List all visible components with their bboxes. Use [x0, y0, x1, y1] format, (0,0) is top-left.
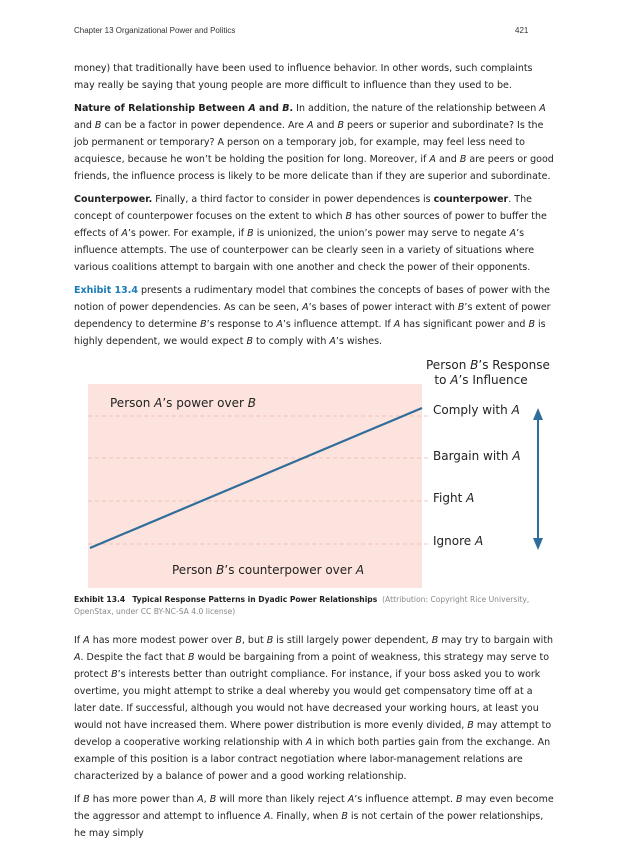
exhibit-diagram [74, 360, 556, 588]
subhead-nature: Nature of Relationship Between A and B. [74, 103, 294, 114]
paragraph-nature-of-relationship: Nature of Relationship Between A and B. In addition, the nature of the relationship between A and B can be a factor in power dependence. Are A and B peers or superior and subordinate? Is the job permanent or temporary? A person on a temporary job, for example, may feel less need to acquiesce, because he won’t be holding the position for long. Moreover, if A and B are peers or good friends, the influence process is likely to be more delicate than if they are superior and subordinate. [74, 103, 554, 182]
exhibit-13-4-figure [74, 360, 556, 588]
paragraph-counterpower: Counterpower. Finally, a third factor to consider in power dependences is counterpower. The concept of counterpower focuses on the extent to which B has other sources of power to buffer the effects of A’s power. For example, if B is unionized, the union’s power may serve to negate A’s influence attempts. The use of counterpower can be clearly seen in a variety of situations where various coalitions attempt to bargain with one another and check the power of their opponents. [74, 194, 547, 273]
exhibit-link[interactable]: Exhibit 13.4 [74, 285, 138, 296]
diagram-background [88, 384, 422, 588]
paragraph-continuation: money) that traditionally have been used to influence behavior. In other words, such complaints may really be saying that young people are more difficult to influence than they used to be. [74, 63, 533, 91]
response-axis-title: Person B’s Response to A’s Influence [426, 358, 550, 387]
response-bargain: Bargain with A [433, 449, 521, 463]
paragraph-b-more-power: If B has more power than A, B will more than likely reject A’s influence attempt. B may even become the aggressor and attempt to influence A. Finally, when B is not certain of the power relationships, he may simply [74, 794, 554, 839]
paragraph-modest-power: If A has more modest power over B, but B is still largely power dependent, B may try to bargain with A. Despite the fact that B would be bargaining from a point of weakness, this strategy may serve to protect B’s interests better than outright compliance. For instance, if your boss asked you to work overtime, you might attempt to strike a deal whereby you would get compensatory time off at a later date. If successful, although you would not have decreased your working hours, at least you would not have increased them. Where power distribution is more evenly divided, B may attempt to develop a cooperative working relationship with A in which both parties gain from the exchange. An example of this position is a labor contract negotiation where labor-management relations are characterized by a balance of power and a good working relationship. [74, 635, 554, 782]
paragraph-exhibit-intro: Exhibit 13.4 presents a rudimentary model that combines the concepts of bases of power with the notion of power dependencies. As can be seen, A’s bases of power interact with B’s extent of power dependency to determine B’s response to A’s influence attempt. If A has significant power and B is highly dependent, we would expect B to comply with A’s wishes. [74, 285, 551, 347]
caption-label: Exhibit 13.4 [74, 595, 126, 604]
caption-attribution: (Attribution: Copyright Rice University, OpenStax, under CC BY-NC-SA 4.0 license) [74, 595, 530, 616]
response-fight: Fight A [433, 491, 475, 505]
running-header-chapter: Chapter 13 Organizational Power and Politics [74, 26, 236, 35]
arrowhead-down [533, 538, 543, 550]
response-ignore: Ignore A [433, 534, 484, 548]
page-number: 421 [515, 26, 529, 35]
page-body [74, 60, 556, 848]
counterpower-axis-label: Person B’s counterpower over A [172, 563, 365, 577]
term-counterpower: counterpower [433, 194, 509, 205]
power-axis-label: Person A’s power over B [110, 396, 256, 410]
subhead-counterpower: Counterpower. [74, 194, 153, 205]
response-comply: Comply with A [433, 403, 520, 417]
arrowhead-up [533, 408, 543, 420]
exhibit-caption [74, 594, 556, 618]
caption-title: Typical Response Patterns in Dyadic Power Relationships [132, 595, 378, 604]
